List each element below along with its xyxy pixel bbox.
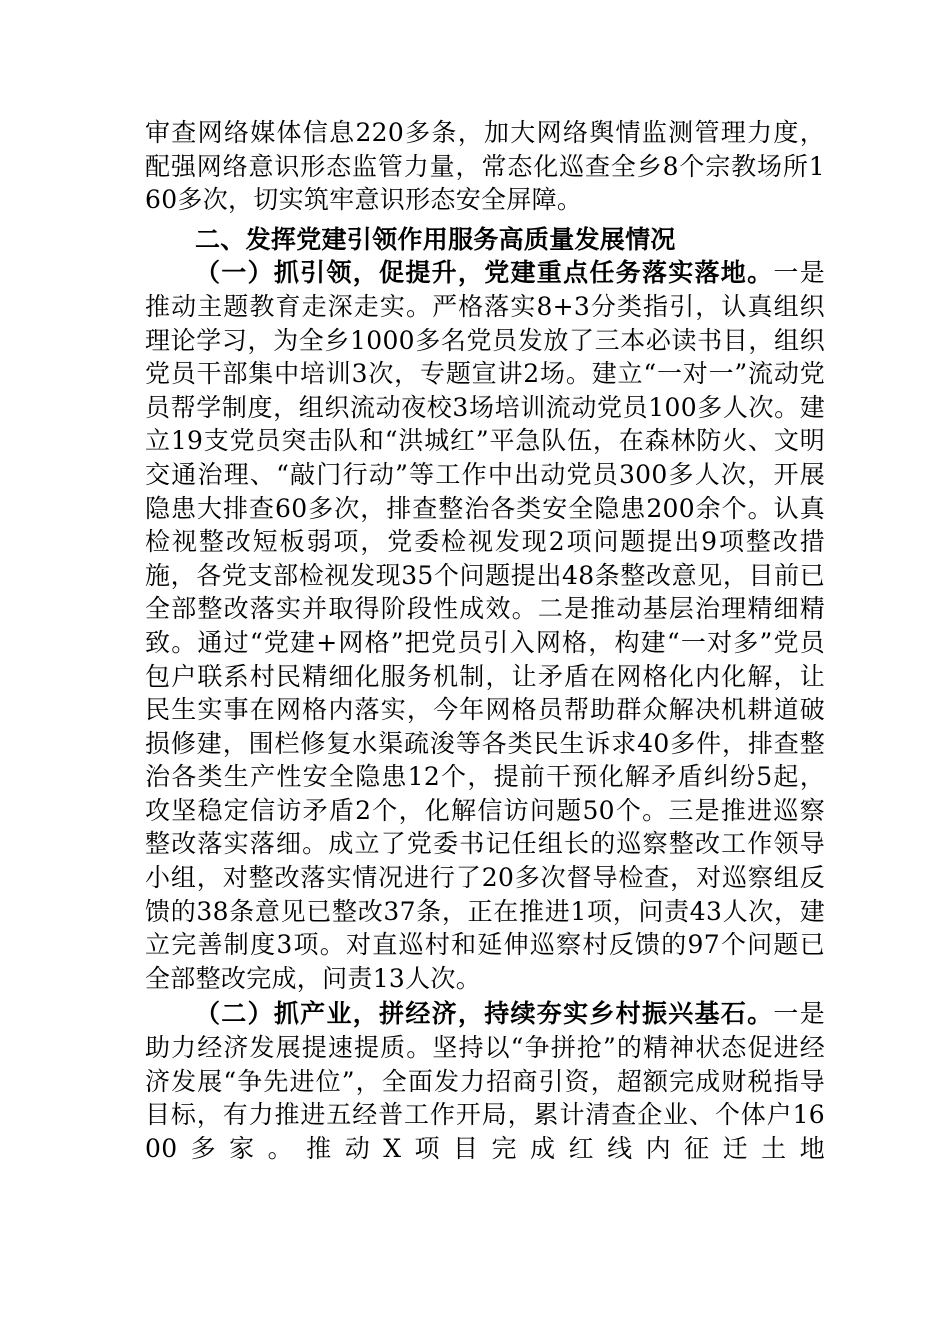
section-2-body: 一是助力经济发展提速提质。坚持以“争拼抢”的精神状态促进经济发展“争先进位”，全面发力招商引资，超额完成财税指导目标，有力推进五经普工作开局，累计清查企业、个体户1600多家。推动X项目完成红线内征迁土地 [145,999,825,1163]
document-page [145,116,825,1165]
paragraph-ideology-security: 审查网络媒体信息220多条，加大网络舆情监测管理力度，配强网络意识形态监管力量，常态化巡查全乡8个宗教场所160多次，切实筑牢意识形态安全屏障。 [145,118,825,215]
paragraph-section-2 [145,997,825,1165]
section-heading-party-building: 二、发挥党建引领作用服务高质量发展情况 [195,224,676,254]
section-1-title: （一）抓引领，促提升，党建重点任务落实落地。 [195,258,774,288]
paragraph-section-1 [145,256,825,995]
section-2-title: （二）抓产业，拼经济，持续夯实乡村振兴基石。 [195,999,774,1029]
section-1-body: 一是推动主题教育走深走实。严格落实8+3分类指引，认真组织理论学习，为全乡1000多名党员发放了三本必读书目，组织党员干部集中培训3次，专题宣讲2场。建立“一对一”流动党员帮学制度，组织流动夜校3场培训流动党员100多人次。建立19支党员突击队和“洪城红”平急队伍，在森林防火、文明交通治理、“敲门行动”等工作中出动党员300多人次，开展隐患大排查60多次，排查整治各类安全隐患200余个。认真检视整改短板弱项，党委检视发现2项问题提出9项整改措施，各党支部检视发现35个问题提出48条整改意见，目前已全部整改落实并取得阶段性成效。二是推动基层治理精细精致。通过“党建+网格”把党员引入网格，构建“一对多”党员包户联系村民精细化服务机制，让矛盾在网格化内化解，让民生实事在网格内落实，今年网格员帮助群众解决机耕道破损修建，围栏修复水渠疏浚等各类民生诉求40多件，排查整治各类生产性安全隐患12个，提前干预化解矛盾纠纷5起，攻坚稳定信访矛盾2个，化解信访问题50个。三是推进巡察整改落实落细。成立了党委书记任组长的巡察整改工作领导小组，对整改落实情况进行了20多次督导检查，对巡察组反馈的38条意见已整改37条，正在推进1项，问责43人次，建立完善制度3项。对直巡村和延伸巡察村反馈的97个问题已全部整改完成，问责13人次。 [145,258,825,993]
